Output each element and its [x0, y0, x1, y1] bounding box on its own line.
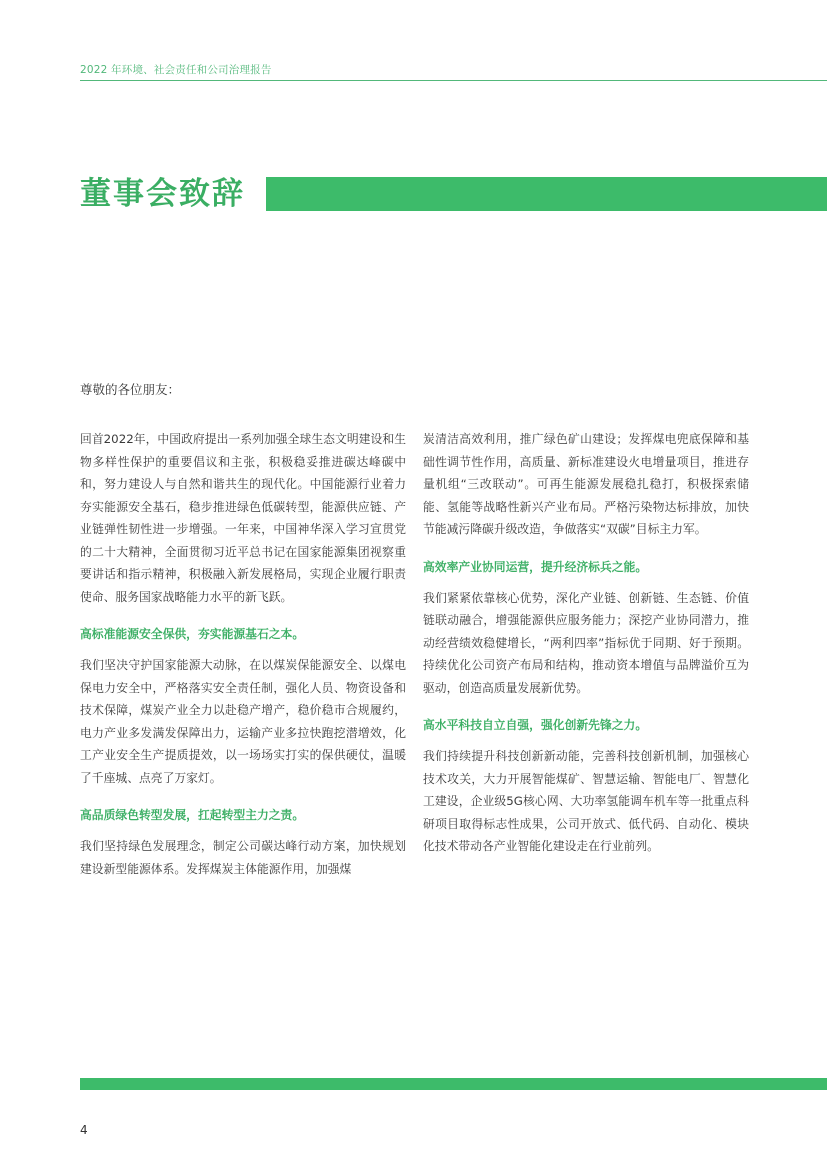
section-body-industry-synergy: 我们紧紧依靠核心优势，深化产业链、创新链、生态链、价值链联动融合，增强能源供应服务能力；深挖产业协同潜力，推动经营绩效稳健增长，“两利四率”指标优于同期、好于预期。持续优化公司资产布局和结构，推动资本增值与品牌溢价互为驱动，创造高质量发展新优势。 [423, 590, 749, 695]
salutation: 尊敬的各位朋友： [80, 382, 181, 397]
section-heading-tech-innovation: 高水平科技自立自强，强化创新先锋之力。 [423, 718, 648, 732]
footer-accent-bar [80, 1078, 827, 1090]
continued-paragraph: 炭清洁高效利用，推广绿色矿山建设；发挥煤电兜底保障和基础性调节性作用，高质量、新标准建设火电增量项目，推进存量机组“三改联动”。可再生能源发展稳扎稳打，积极探索储能、氢能等战略性新兴产业布局。严格污染物达标排放，加快节能减污降碳升级改造，争做落实“双碳”目标主力军。 [423, 432, 749, 536]
left-column [80, 428, 406, 880]
right-column [423, 428, 749, 858]
report-header-title: 2022 年环境、社会责任和公司治理报告 [80, 64, 272, 76]
section-body-energy-security: 我们坚决守护国家能源大动脉，在以煤炭保能源安全、以煤电保电力安全中，严格落实安全责任制，强化人员、物资设备和技术保障，煤炭产业全力以赴稳产增产，稳价稳市合规履约，电力产业多发满发保障出力，运输产业多拉快跑挖潜增效，化工产业安全生产提质提效，以一场场实打实的保供硬仗，温暖了千座城、点亮了万家灯。 [80, 658, 406, 785]
section-heading-green-transition: 高品质绿色转型发展，扛起转型主力之责。 [80, 808, 305, 822]
section-body-tech-innovation: 我们持续提升科技创新新动能，完善科技创新机制，加强核心技术攻关，大力开展智能煤矿、智慧运输、智能电厂、智慧化工建设，企业级5G核心网、大功率氢能调车机车等一批重点科研项目取得标志性成果，公司开放式、低代码、自动化、模块化技术带动各产业智能化建设走在行业前列。 [423, 749, 749, 853]
section-heading-industry-synergy: 高效率产业协同运营，提升经济标兵之能。 [423, 559, 648, 574]
intro-paragraph: 回首2022年，中国政府提出一系列加强全球生态文明建设和生物多样性保护的重要倡议和主张，积极稳妥推进碳达峰碳中和，努力建设人与自然和谐共生的现代化。中国能源行业着力夯实能源安全基石，稳步推进绿色低碳转型，能源供应链、产业链弹性韧性进一步增强。一年来，中国神华深入学习宣贯党的二十大精神，全面贯彻习近平总书记在国家能源集团视察重要讲话和指示精神，积极融入新发展格局，实现企业履行职责使命、服务国家战略能力水平的新飞跃。 [80, 432, 406, 604]
section-body-green-transition: 我们坚持绿色发展理念，制定公司碳达峰行动方案，加快规划建设新型能源体系。发挥煤炭主体能源作用，加强煤 [80, 839, 406, 876]
title-accent-bar [266, 177, 827, 211]
header-divider [80, 80, 827, 81]
page-title: 董事会致辞 [80, 176, 245, 212]
page-number: 4 [80, 1123, 88, 1137]
section-heading-energy-security: 高标准能源安全保供，夯实能源基石之本。 [80, 627, 305, 641]
